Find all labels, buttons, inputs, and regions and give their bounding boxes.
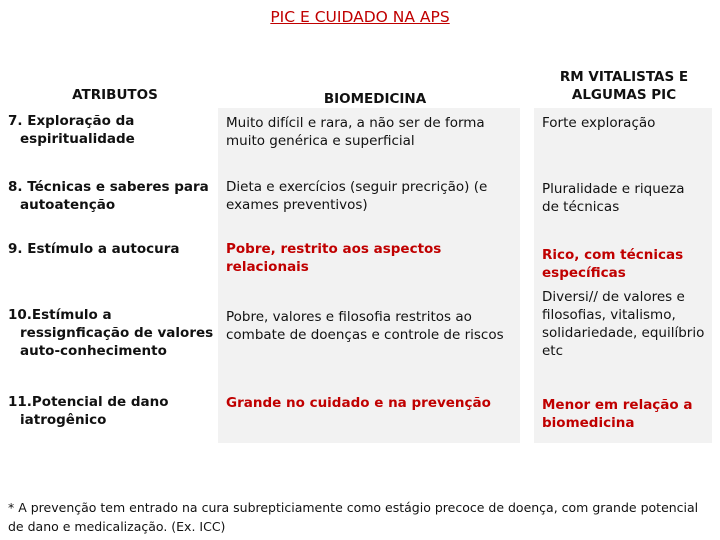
row-10-attribute: 10.Estímulo a ressignficação de valores auto-conhecimento	[8, 307, 214, 359]
row-8-attribute: 8. Técnicas e saberes para autoatenção	[8, 179, 209, 213]
header-attributes: ATRIBUTOS	[72, 87, 158, 103]
header-vitalist: RM VITALISTAS E ALGUMAS PIC	[559, 69, 689, 103]
row-7-biomedicine: Muito difícil e rara, a não ser de forma muito genérica e superficial	[226, 115, 485, 149]
row-11-attribute: 11.Potencial de dano iatrogênico	[8, 394, 169, 428]
row-7-attribute: 7. Exploração da espiritualidade	[8, 113, 135, 147]
row-9-attribute: 9. Estímulo a autocura	[8, 241, 180, 257]
header-biomedicine: BIOMEDICINA	[323, 91, 427, 107]
row-8-vitalist: Pluralidade e riqueza de técnicas	[542, 181, 685, 215]
row-9-biomedicine: Pobre, restrito aos aspectos relacionais	[226, 241, 442, 275]
row-11-biomedicine: Grande no cuidado e na prevenção	[226, 395, 491, 411]
row-9-vitalist: Rico, com técnicas específicas	[542, 247, 684, 281]
row-8-biomedicine: Dieta e exercícios (seguir precrição) (e exames preventivos)	[226, 179, 488, 213]
row-10-biomedicine: Pobre, valores e filosofia restritos ao combate de doenças e controle de riscos	[226, 309, 504, 343]
row-10-vitalist: Diversi// de valores e filosofias, vitalismo, solidariedade, equilíbrio etc	[542, 289, 705, 359]
row-7-vitalist: Forte exploração	[542, 115, 656, 131]
footnote: * A prevenção tem entrado na cura subrepticiamente como estágio precoce de doença, com grande potencial de dano e medicalização. (Ex. ICC)	[8, 500, 699, 534]
row-11-vitalist: Menor em relação a biomedicina	[542, 397, 693, 431]
page-title: PIC E CUIDADO NA APS	[270, 8, 450, 26]
